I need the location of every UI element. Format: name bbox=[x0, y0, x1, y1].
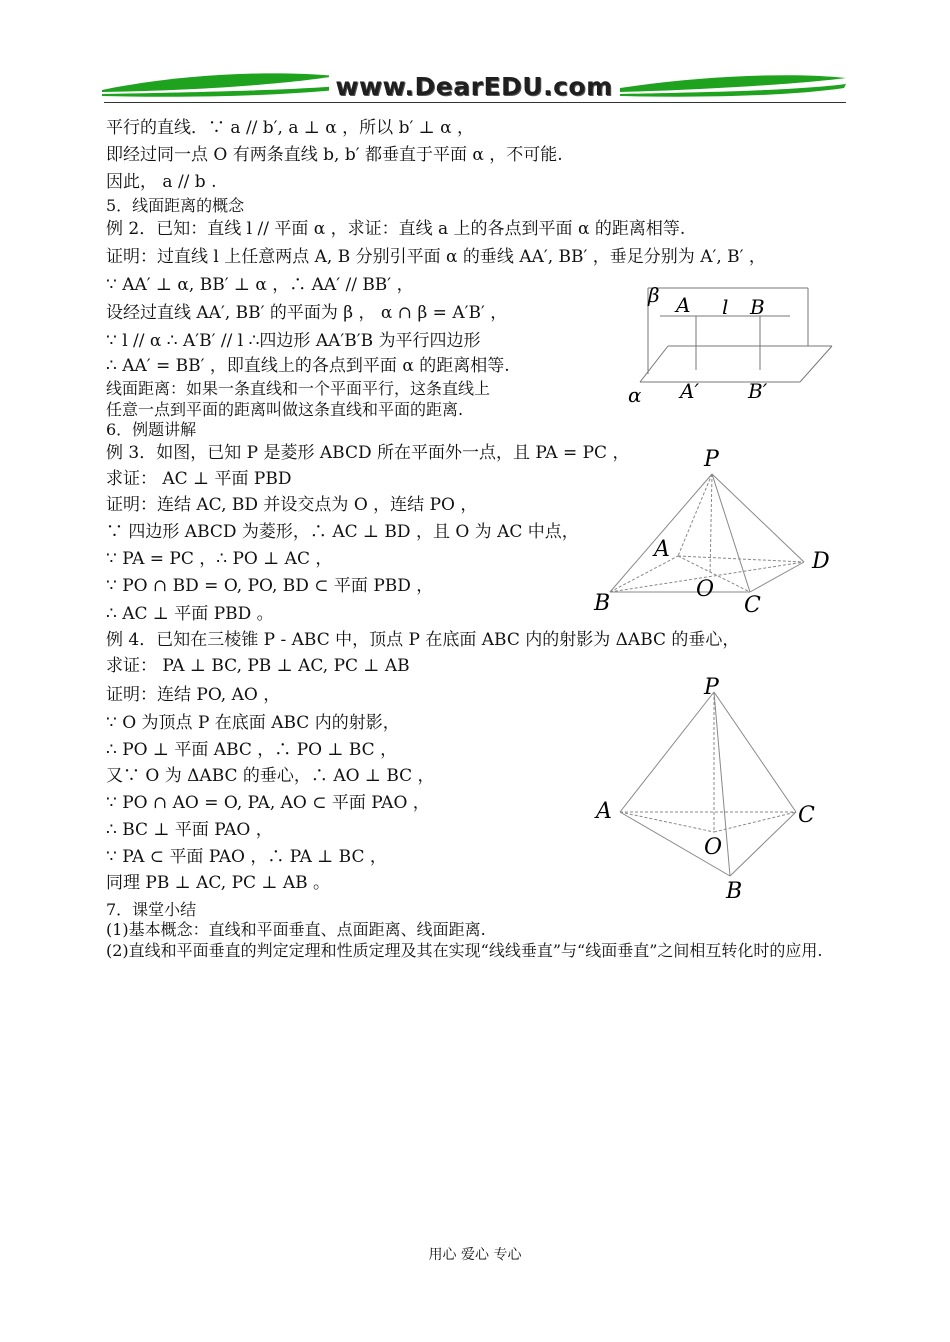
text-line: 证明：连结 AC, BD 并设交点为 O ，连结 PO ， bbox=[106, 495, 478, 515]
text-line: 求证： PA ⊥ BC, PB ⊥ AC, PC ⊥ AB bbox=[106, 656, 410, 676]
text-line: 因此， a // b . bbox=[106, 172, 217, 192]
text-line: 设经过直线 AA′, BB′ 的平面为 β ， α ∩ β = A′B′ ， bbox=[106, 303, 508, 323]
text-line: ∵ PA = PC ，∴ PO ⊥ AC ， bbox=[106, 549, 333, 569]
text-line: 又∵ O 为 ΔABC 的垂心，∴ AO ⊥ BC ， bbox=[106, 766, 435, 786]
label-A-prime: A′ bbox=[680, 379, 699, 403]
label-O: O bbox=[704, 835, 723, 860]
text-line: 例 3．如图，已知 P 是菱形 ABCD 所在平面外一点，且 PA = PC ， bbox=[106, 443, 630, 463]
figure-tetrahedron-pabc bbox=[590, 672, 830, 908]
text-line: ∴ BC ⊥ 平面 PAO ， bbox=[106, 820, 273, 840]
label-A: A bbox=[596, 799, 612, 824]
text-line: (1)基本概念：直线和平面垂直、点面距离、线面距离. bbox=[106, 920, 486, 939]
text-line: ∵ 四边形 ABCD 为菱形，∴ AC ⊥ BD ，且 O 为 AC 中点， bbox=[106, 522, 579, 542]
label-P: P bbox=[704, 675, 719, 700]
label-C: C bbox=[798, 803, 815, 828]
text-line: ∵ PO ∩ BD = O, PO, BD ⊂ 平面 PBD ， bbox=[106, 576, 434, 596]
label-A: A bbox=[654, 537, 670, 562]
label-D: D bbox=[812, 549, 830, 574]
label-A: A bbox=[676, 293, 691, 317]
text-line: 证明：过直线 l 上任意两点 A, B 分别引平面 α 的垂线 AA′, BB′ ，垂足分别为 A′, B′ ， bbox=[106, 247, 766, 267]
label-alpha: α bbox=[628, 383, 642, 407]
text-line: ∴ AC ⊥ 平面 PBD 。 bbox=[106, 604, 274, 624]
header-rule bbox=[104, 102, 846, 103]
text-line: ∴ PO ⊥ 平面 ABC ，∴ PO ⊥ BC ， bbox=[106, 740, 398, 760]
label-beta: β bbox=[648, 283, 660, 307]
text-line: 平行的直线．∵ a // b′, a ⊥ α ，所以 b′ ⊥ α ， bbox=[106, 118, 474, 138]
label-B-prime: B′ bbox=[748, 379, 768, 403]
text-line: 线面距离：如果一条直线和一个平面平行，这条直线上 bbox=[106, 379, 491, 398]
text-line: 同理 PB ⊥ AC, PC ⊥ AB 。 bbox=[106, 873, 331, 893]
label-O: O bbox=[696, 577, 715, 602]
site-logo-text: www.DearEDU.com bbox=[100, 72, 848, 101]
figure-line-plane-distance bbox=[620, 282, 840, 412]
text-line: 任意一点到平面的距离叫做这条直线和平面的距离. bbox=[106, 400, 464, 419]
section-heading: 6．例题讲解 bbox=[106, 420, 197, 439]
text-line: 即经过同一点 O 有两条直线 b, b′ 都垂直于平面 α ，不可能. bbox=[106, 145, 563, 165]
section-heading: 5．线面距离的概念 bbox=[106, 196, 245, 215]
text-line: 例 2．已知：直线 l // 平面 α ，求证：直线 a 上的各点到平面 α 的距离相等. bbox=[106, 219, 686, 239]
text-line: ∴ AA′ = BB′ ，即直线上的各点到平面 α 的距离相等. bbox=[106, 356, 510, 376]
label-B: B bbox=[726, 879, 743, 904]
label-B: B bbox=[750, 295, 765, 319]
text-line: 证明：连结 PO, AO ， bbox=[106, 685, 281, 705]
label-P: P bbox=[704, 447, 719, 472]
text-line: ∵ O 为顶点 P 在底面 ABC 内的射影， bbox=[106, 713, 400, 733]
text-line: ∵ l // α ∴ A′B′ // l ∴四边形 AA′B′B 为平行四边形 bbox=[106, 331, 481, 351]
label-C: C bbox=[744, 593, 761, 618]
text-line: (2)直线和平面垂直的判定定理和性质定理及其在实现“线线垂直”与“线面垂直”之间相互转化时的应用. bbox=[106, 941, 823, 960]
text-line: ∵ AA′ ⊥ α, BB′ ⊥ α ，∴ AA′ // BB′ ， bbox=[106, 275, 414, 295]
figure-pyramid-pabcd bbox=[590, 444, 840, 622]
text-line: ∵ PA ⊂ 平面 PAO ，∴ PA ⊥ BC ， bbox=[106, 847, 387, 867]
text-line: 例 4．已知在三棱锥 P - ABC 中，顶点 P 在底面 ABC 内的射影为 ΔABC 的垂心， bbox=[106, 630, 740, 650]
section-heading: 7．课堂小结 bbox=[106, 900, 197, 919]
text-line: ∵ PO ∩ AO = O, PA, AO ⊂ 平面 PAO ， bbox=[106, 793, 430, 813]
label-l: l bbox=[722, 295, 729, 319]
label-B: B bbox=[594, 591, 611, 616]
page-footer: 用心 爱心 专心 bbox=[428, 1247, 522, 1263]
text-line: 求证： AC ⊥ 平面 PBD bbox=[106, 469, 292, 489]
